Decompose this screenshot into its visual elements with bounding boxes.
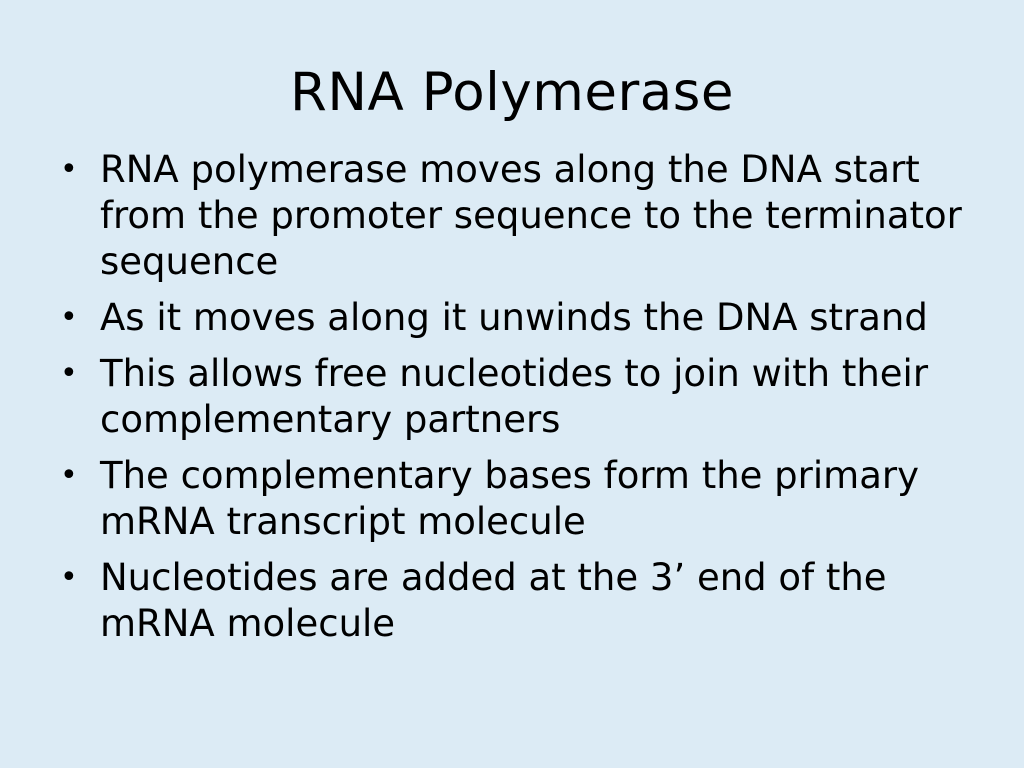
bullet-text: The complementary bases form the primary mRNA transcript molecule — [100, 454, 919, 543]
bullet-list — [58, 147, 988, 657]
bullet-marker: • — [60, 152, 78, 187]
bullet-marker: • — [60, 560, 78, 595]
bullet-item — [58, 555, 988, 647]
bullet-text: This allows free nucleotides to join with their complementary partners — [100, 352, 929, 441]
bullet-marker: • — [60, 300, 78, 335]
slide-title: RNA Polymerase — [290, 62, 734, 123]
bullet-text: Nucleotides are added at the 3’ end of the mRNA molecule — [100, 556, 887, 645]
bullet-text: As it moves along it unwinds the DNA strand — [100, 296, 928, 339]
bullet-text: RNA polymerase moves along the DNA start from the promoter sequence to the terminator sequence — [100, 148, 962, 283]
bullet-item — [58, 147, 988, 285]
bullet-item — [58, 453, 988, 545]
bullet-marker: • — [60, 458, 78, 493]
bullet-item — [58, 295, 988, 341]
bullet-marker: • — [60, 356, 78, 391]
bullet-item — [58, 351, 988, 443]
